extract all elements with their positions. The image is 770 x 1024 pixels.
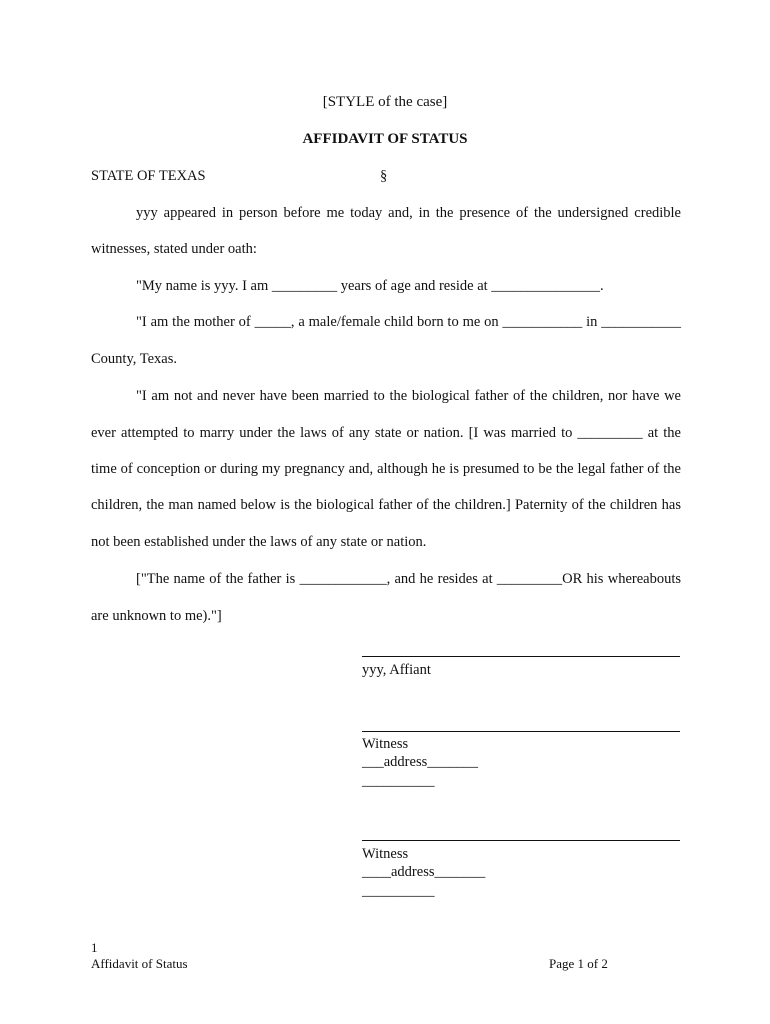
paragraph-line: ["The name of the father is ____________, and he resides at _________OR his whereabouts [136, 571, 681, 587]
witness2-address[interactable]: ____address_______ [362, 864, 486, 880]
paragraph-line: County, Texas. [91, 351, 177, 367]
paragraph-line: are unknown to me)."] [91, 608, 222, 624]
paragraph-line: "I am the mother of _____, a male/female child born to me on ___________ in ___________ [136, 314, 681, 330]
affiant-signature-line[interactable] [362, 656, 680, 657]
paragraph-line: witnesses, stated under oath: [91, 241, 257, 257]
witness1-signature-line[interactable] [362, 731, 680, 732]
affiant-label: yyy, Affiant [362, 662, 431, 678]
paragraph-line: time of conception or during my pregnancy and, although he is presumed to be the legal father of the [91, 461, 681, 477]
paragraph-line: children, the man named below is the biological father of the children.] Paternity of the children has [91, 497, 681, 513]
document-title: AFFIDAVIT OF STATUS [302, 131, 468, 147]
page-marker: 1 [91, 940, 98, 955]
witness2-address-blank[interactable]: __________ [362, 883, 435, 899]
style-of-case: [STYLE of the case] [322, 94, 448, 110]
witness1-address-blank[interactable]: __________ [362, 773, 435, 789]
witness2-signature-line[interactable] [362, 840, 680, 841]
state-label: STATE OF TEXAS [91, 168, 206, 184]
footer-page-number: Page 1 of 2 [549, 956, 608, 971]
witness1-label: Witness [362, 736, 409, 752]
section-symbol: § [380, 168, 388, 184]
paragraph-line: "My name is yyy. I am _________ years of age and reside at _______________. [136, 278, 604, 294]
paragraph-line: ever attempted to marry under the laws of any state or nation. [I was married to _________ at the [91, 425, 681, 441]
witness1-address[interactable]: ___address_______ [362, 754, 478, 770]
paragraph-line: yyy appeared in person before me today and, in the presence of the undersigned credible [136, 205, 681, 221]
paragraph-line: "I am not and never have been married to the biological father of the children, nor have we [136, 388, 681, 404]
paragraph-line: not been established under the laws of any state or nation. [91, 534, 427, 550]
witness2-label: Witness [362, 846, 409, 862]
footer-doc-name: Affidavit of Status [91, 956, 188, 971]
